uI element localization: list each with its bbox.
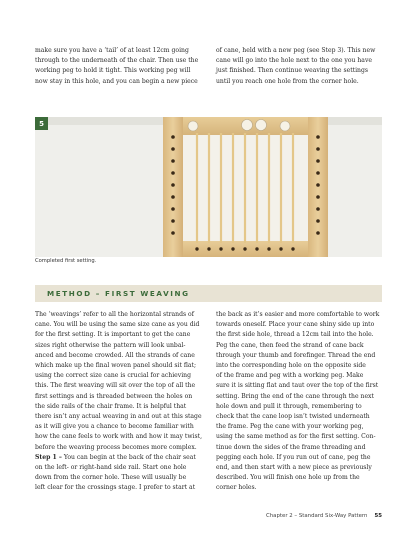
- photo-caption: Completed first setting.: [35, 258, 97, 264]
- text-line: on the left- or right-hand side rail. Start one hole: [35, 464, 187, 472]
- text-line: which make up the final woven panel should sit flat;: [35, 362, 197, 370]
- text-line: corner holes.: [216, 484, 257, 492]
- text-line: described. You will finish one hole up from the: [216, 474, 360, 482]
- text-line: for the first setting. It is important to get the cane: [35, 331, 191, 339]
- text-line: until you reach one hole from the corner hole.: [216, 77, 359, 85]
- top-right-column: [216, 46, 375, 87]
- text-line: as it will give you a chance to become familiar with: [35, 423, 194, 431]
- text-line: first settings and is threaded between the holes on: [35, 392, 193, 400]
- text-line: through your thumb and forefinger. Thread the end: [216, 351, 376, 359]
- text-line: just finished. Then continue weaving the settings: [216, 67, 369, 75]
- text-line: the frame. Peg the cane with your working peg,: [216, 423, 364, 431]
- step-1-label: Step 1 –: [35, 453, 62, 461]
- text-line: into the corresponding hole on the opposite side: [216, 362, 366, 370]
- chapter-title: Chapter 2 – Standard Six-Way Pattern: [266, 513, 368, 519]
- text-line: check that the cane loop isn’t twisted underneath: [216, 413, 370, 421]
- text-line: the back as it’s easier and more comfortable to work: [216, 311, 380, 318]
- page-footer: [266, 513, 382, 519]
- text-line: cane. You will be using the same size cane as you did: [35, 321, 200, 329]
- text-line: working peg to hold it tight. This working peg will: [35, 67, 191, 75]
- text-line: tinue down the sides of the frame threading and: [216, 443, 366, 451]
- text-line: there isn’t any actual weaving in and out at this stage: [35, 413, 202, 421]
- text-line: this. The first weaving will sit over the top of all the: [35, 382, 196, 390]
- text-line: of cane, held with a new peg (see Step 3). This new: [216, 47, 376, 54]
- text-line: now stay in this hole, and you can begin a new piece: [35, 77, 198, 85]
- body-left-column: [35, 310, 202, 494]
- text-line: setting. Bring the end of the cane through the next: [216, 392, 374, 400]
- text-span: You can begin at the back of the chair seat: [61, 453, 196, 461]
- text-line: cane will go into the hole next to the one you have: [216, 57, 372, 65]
- text-line: end, and then start with a new piece as previously: [216, 464, 372, 472]
- text-line: of the frame and peg with a working peg. Make: [216, 372, 364, 380]
- text-line: Peg the cane, then feed the strand of cane back: [216, 341, 364, 349]
- text-line: sure it is sitting flat and taut over the top of the first: [216, 382, 379, 390]
- text-line: how the cane feels to work with and how it may twist,: [35, 433, 203, 441]
- top-left-column: [35, 46, 198, 87]
- step-1-line: [35, 453, 202, 463]
- text-line: the first side hole, thread a 12cm tail into the hole.: [216, 331, 374, 339]
- text-line: using the correct size cane is crucial for achieving: [35, 372, 191, 380]
- text-line: towards oneself. Place your cane shiny side up into: [216, 321, 375, 329]
- text-line: before the weaving process becomes more complex.: [35, 443, 197, 451]
- text-line: through to the underneath of the chair. Then use the: [35, 57, 199, 65]
- section-header-band: [35, 285, 382, 302]
- chair-frame-photo: [35, 117, 382, 257]
- text-line: make sure you have a ‘tail’ of at least 12cm going: [35, 47, 189, 54]
- text-line: hole down and pull it through, remembering to: [216, 402, 362, 410]
- text-line: anced and become crowded. All the strands of cane: [35, 351, 195, 359]
- text-line: pegging each hole. If you run out of cane, peg the: [216, 453, 371, 461]
- text-line: the side rails of the chair frame. It is helpful that: [35, 402, 187, 410]
- page-number: 55: [374, 513, 382, 519]
- text-line: The ‘weavings’ refer to all the horizontal strands of: [35, 311, 194, 318]
- step-number-badge: 5: [35, 117, 48, 130]
- text-line: down from the corner hole. These will usually be: [35, 474, 187, 482]
- chair-frame-illustration: [35, 117, 382, 257]
- text-line: sizes right otherwise the pattern will look unbal-: [35, 341, 186, 349]
- text-line: using the same method as for the first setting. Con-: [216, 433, 376, 441]
- section-title: METHOD – FIRST WEAVING: [47, 289, 190, 298]
- body-right-column: [216, 310, 379, 494]
- text-line: left clear for the crossings stage. I prefer to start at: [35, 484, 196, 492]
